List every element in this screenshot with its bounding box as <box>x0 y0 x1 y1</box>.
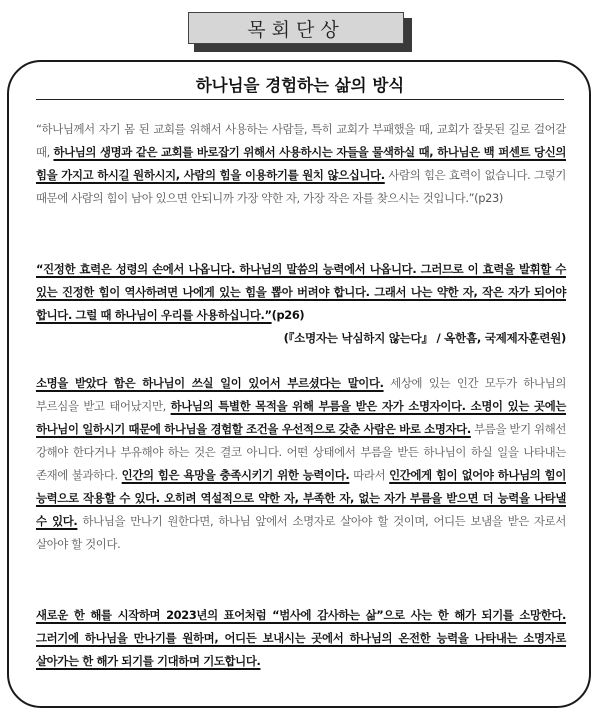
paragraph-3-emphasis-c: 인간의 힘은 욕망을 충족시키기 위한 능력이다. <box>121 468 350 482</box>
paragraph-1-emphasis: 하나님의 생명과 같은 교회를 바로잡기 위해서 사용하시는 자들을 물색하실 때, 하나님은 백 퍼센트 당신의 힘을 가지고 하시길 원하시지, 사람의 힘을 이용하기를 원치 않으십니다. <box>36 145 566 182</box>
paragraph-3-emphasis-b: 하나님의 특별한 목적을 위해 부름을 받은 자가 소명자이다. 소명이 있는 곳에는 하나님이 일하시기 때문에 하나님을 경험할 조건을 우선적으로 갖춘 사람은 바로 소명자다. <box>36 399 566 436</box>
paragraph-3-emphasis-a: 소명을 받았다 함은 하나님이 쓰실 일이 있어서 부르셨다는 말이다. <box>36 376 384 390</box>
paragraph-3-text-b: 부름을 받기 위해선 강해야 한다거나 부유해야 하는 것은 결코 아니다. 어떤 상태에서 부름을 받든 하나님이 하실 일을 나타내는 존재에 불과하다. <box>36 422 567 482</box>
paragraph-1 <box>36 118 566 210</box>
paragraph-2-quote: “진정한 효력은 성령의 손에서 나옵니다. 하나님의 말씀의 능력에서 나옵니다. 그러므로 이 효력을 발휘할 수 있는 진정한 힘이 역사하려면 나에게 있는 힘을 뽑아 버려야 합니다. 그래서 나는 약한 자, 작은 자가 되어야 합니다. 그럴 때 하나님이 우리를 사용하십니다.” <box>36 262 566 322</box>
title-divider <box>36 99 564 100</box>
paragraph-3-emphasis-d: 인간에게 힘이 없어야 하나님의 힘이 능력으로 작용할 수 있다. 오히려 역설적으로 약한 자, 부족한 자, 없는 자가 부름을 받으면 더 능력을 나타낼 수 있다. <box>36 468 566 528</box>
paragraph-2-page: (p26) <box>271 308 305 322</box>
paragraph-1-text-a: “하나님께서 자기 몸 된 교회를 위해서 사용하는 사람들, 특히 교회가 부패했을 때, 교회가 잘못된 길로 걸어갈 때, <box>36 122 566 159</box>
book-source: (『소명자는 낙심하지 않는다』 / 옥한흠, 국제제자훈련원) <box>283 331 566 345</box>
paragraph-3-text-d: 하나님을 만나기 원한다면, 하나님 앞에서 소명자로 살아야 할 것이며, 어디든 보냄을 받은 자로서 살아야 할 것이다. <box>36 514 566 551</box>
column-label-text: 목회단상 <box>188 12 404 44</box>
article-title: 하나님을 경험하는 삶의 방식 <box>195 76 405 95</box>
paragraph-3-text-a: 세상에 있는 인간 모두가 하나님의 부르심을 받고 태어났지만, <box>36 376 566 413</box>
paragraph-3-text-c: 따라서 <box>349 468 390 482</box>
paragraph-2 <box>36 258 566 327</box>
paragraph-4-text: 새로운 한 해를 시작하며 2023년의 표어처럼 “범사에 감사하는 삶”으로 사는 한 해가 되기를 소망한다. 그러기에 하나님을 만나기를 원하며, 어디든 보내시는 곳에서 하나님의 온전한 능력을 나타내는 소명자로 살아가는 한 해가 되기를 기대하며 기도합니다. <box>36 608 566 668</box>
paragraph-3 <box>36 372 566 556</box>
column-label <box>188 12 412 52</box>
paragraph-1-text-b: 사람의 힘은 효력이 없습니다. 그렇기 때문에 사람의 힘이 남아 있으면 안되니까 가장 약한 자, 가장 작은 자를 찾으시는 것입니다.”(p23) <box>36 168 566 205</box>
paragraph-4 <box>36 604 566 673</box>
